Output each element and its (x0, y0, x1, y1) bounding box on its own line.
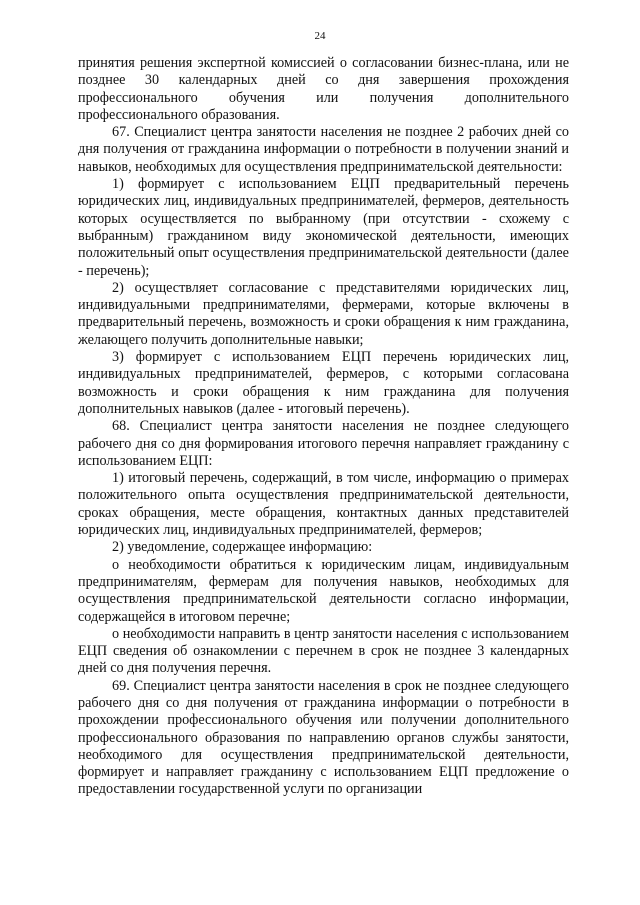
paragraph-68-notice-b: о необходимости направить в центр занятости населения с использованием ЕЦП сведения об ознакомлении с перечнем в срок не позднее 3 календарных дней со дня получения перечня. (78, 625, 569, 677)
paragraph-continuation: принятия решения экспертной комиссией о согласовании бизнес-плана, или не позднее 30 календарных дней со дня завершения прохождения профессионального обучения или получения дополнительного профессионального образования. (78, 55, 569, 123)
paragraph-clause-68: 68. Специалист центра занятости населения не позднее следующего рабочего дня со дня формирования итогового перечня направляет гражданину с использованием ЕЦП: (78, 418, 569, 469)
paragraph-clause-69: 69. Специалист центра занятости населения в срок не позднее следующего рабочего дня со дня получения от гражданина информации о потребности в прохождении профессионального обучения или получении дополнительного профессионального образования по направлению органов службы занятости, необходимого для осуществления предпринимательской деятельности, формирует и направляет гражданину с использованием ЕЦП предложение о предоставлении государственной услуги по организации (78, 677, 569, 798)
paragraph-67-item-2: 2) осуществляет согласование с представителями юридических лиц, индивидуальными предпринимателями, фермерами, которые включены в предварительный перечень, возможность и сроки обращения к ним гражданина, желающего получить дополнительные навыки; (78, 279, 569, 348)
paragraph-68-item-1: 1) итоговый перечень, содержащий, в том числе, информацию о примерах положительного опыта осуществления предпринимательской деятельности, сроках обращения, месте обращения, контактных данных представителей юридических лиц, индивидуальных предпринимателей, фермеров; (78, 470, 569, 539)
paragraph-67-item-3: 3) формирует с использованием ЕЦП перечень юридических лиц, индивидуальных предпринимателей, фермеров, с которыми согласована возможность и сроки обращения к ним гражданина для получения дополнительных навыков (далее - итоговый перечень). (78, 349, 569, 417)
paragraph-67-item-1: 1) формирует с использованием ЕЦП предварительный перечень юридических лиц, индивидуальных предпринимателей, фермеров, деятельность которых осуществляется по выбранному (при отсутствии - схожему с выбранным) гражданином виду экономической деятельности, имеющих положительный опыт осуществления предпринимательской деятельности (далее - перечень); (78, 176, 569, 279)
paragraph-68-item-2: 2) уведомление, содержащее информацию: (112, 539, 373, 556)
paragraph-68-notice-a: о необходимости обратиться к юридическим лицам, индивидуальным предпринимателям, фермерам для получения навыков, необходимых для осуществления предпринимательской деятельности согласно информации, содержащейся в итоговом перечне; (78, 556, 569, 625)
document-body (78, 55, 569, 799)
paragraph-clause-67: 67. Специалист центра занятости населения не позднее 2 рабочих дней со дня получения от гражданина информации о потребности в получении знаний и навыков, необходимых для осуществления предпринимательской деятельности: (78, 124, 569, 175)
page-number: 24 (314, 30, 326, 42)
